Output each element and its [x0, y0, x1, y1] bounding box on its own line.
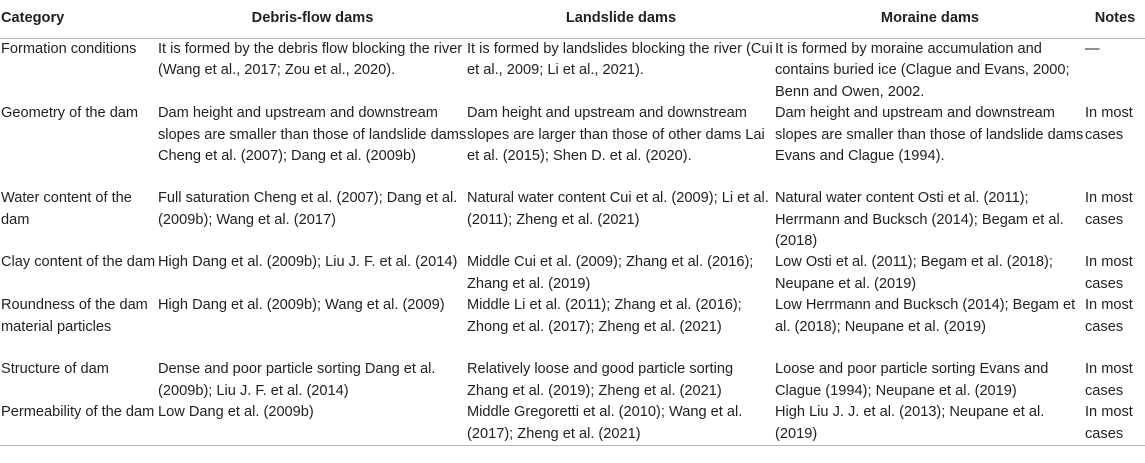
cell-moraine: Dam height and upstream and downstream slopes are smaller than those of landslide dams Evans and Clague (1994).	[775, 105, 1084, 165]
cell-landslide: It is formed by landslides blocking the river (Cui et al., 2009; Li et al., 2021).	[467, 41, 773, 79]
cell-notes: In most cases	[1085, 297, 1133, 335]
cell-moraine: It is formed by moraine accumulation and contains buried ice (Clague and Evans, 2000; Benn and Owen, 2002.	[775, 41, 1070, 100]
header-row	[0, 0, 1145, 39]
table-row	[0, 188, 1145, 252]
cell-notes: In most cases	[1085, 361, 1133, 399]
cell-debris-flow: Dam height and upstream and downstream slopes are smaller than those of landslide dams Cheng et al. (2007); Dang et al. (2009b)	[158, 105, 467, 165]
cell-notes: In most cases	[1085, 254, 1133, 292]
row-category: Permeability of the dam	[0, 402, 158, 445]
cell-moraine: Low Osti et al. (2011); Begam et al. (2018); Neupane et al. (2019)	[775, 254, 1053, 292]
cell-landslide: Dam height and upstream and downstream slopes are larger than those of other dams Lai et al. (2015); Shen D. et al. (2020).	[467, 105, 765, 165]
table-row	[0, 103, 1145, 188]
cell-debris-flow: High Dang et al. (2009b); Wang et al. (2009)	[158, 297, 445, 314]
cell-debris-flow: Dense and poor particle sorting Dang et al. (2009b); Liu J. F. et al. (2014)	[158, 361, 436, 399]
cell-debris-flow: It is formed by the debris flow blocking the river (Wang et al., 2017; Zou et al., 2020).	[158, 41, 463, 79]
header-debris-flow-dams: Debris-flow dams	[158, 0, 467, 39]
cell-debris-flow: Low Dang et al. (2009b)	[158, 402, 467, 445]
cell-moraine: High Liu J. J. et al. (2013); Neupane et al. (2019)	[775, 402, 1085, 445]
row-category: Structure of dam	[1, 361, 109, 378]
cell-notes: In most cases	[1085, 190, 1133, 228]
table-row	[0, 252, 1145, 295]
row-category: Clay content of the dam	[1, 254, 156, 271]
table-row	[0, 359, 1145, 402]
cell-notes: —	[1085, 41, 1100, 57]
cell-moraine: Low Herrmann and Bucksch (2014); Begam et al. (2018); Neupane et al. (2019)	[775, 297, 1076, 335]
cell-moraine: Natural water content Osti et al. (2011); Herrmann and Bucksch (2014); Begam et al. (2018)	[775, 190, 1064, 250]
cell-landslide: Middle Cui et al. (2009); Zhang et al. (2016); Zhang et al. (2019)	[467, 254, 754, 292]
cell-notes: In most cases	[1085, 105, 1133, 143]
row-category: Geometry of the dam	[1, 105, 139, 122]
cell-debris-flow: Full saturation Cheng et al. (2007); Dang et al. (2009b); Wang et al. (2017)	[158, 190, 458, 228]
header-landslide-dams: Landslide dams	[467, 0, 775, 39]
row-category: Roundness of the dam material particles	[1, 297, 148, 335]
cell-moraine: Loose and poor particle sorting Evans and Clague (1994); Neupane et al. (2019)	[775, 361, 1049, 399]
row-category: Water content of the dam	[1, 190, 132, 228]
header-moraine-dams: Moraine dams	[775, 0, 1085, 39]
cell-landslide: Middle Li et al. (2011); Zhang et al. (2016); Zhong et al. (2017); Zheng et al. (2021)	[467, 297, 742, 335]
row-category: Formation conditions	[1, 41, 137, 57]
cell-landslide: Middle Gregoretti et al. (2010); Wang et al. (2017); Zheng et al. (2021)	[467, 402, 775, 445]
cell-notes: In most cases	[1085, 402, 1145, 445]
table-row	[0, 402, 1145, 445]
cell-landslide: Natural water content Cui et al. (2009); Li et al. (2011); Zheng et al. (2021)	[467, 190, 769, 228]
header-notes: Notes	[1085, 0, 1145, 39]
cell-debris-flow: High Dang et al. (2009b); Liu J. F. et al. (2014)	[158, 254, 458, 271]
cell-landslide: Relatively loose and good particle sorting Zhang et al. (2019); Zheng et al. (2021)	[467, 361, 734, 399]
table-row	[0, 39, 1145, 104]
table-row	[0, 295, 1145, 359]
header-category: Category	[0, 0, 158, 39]
